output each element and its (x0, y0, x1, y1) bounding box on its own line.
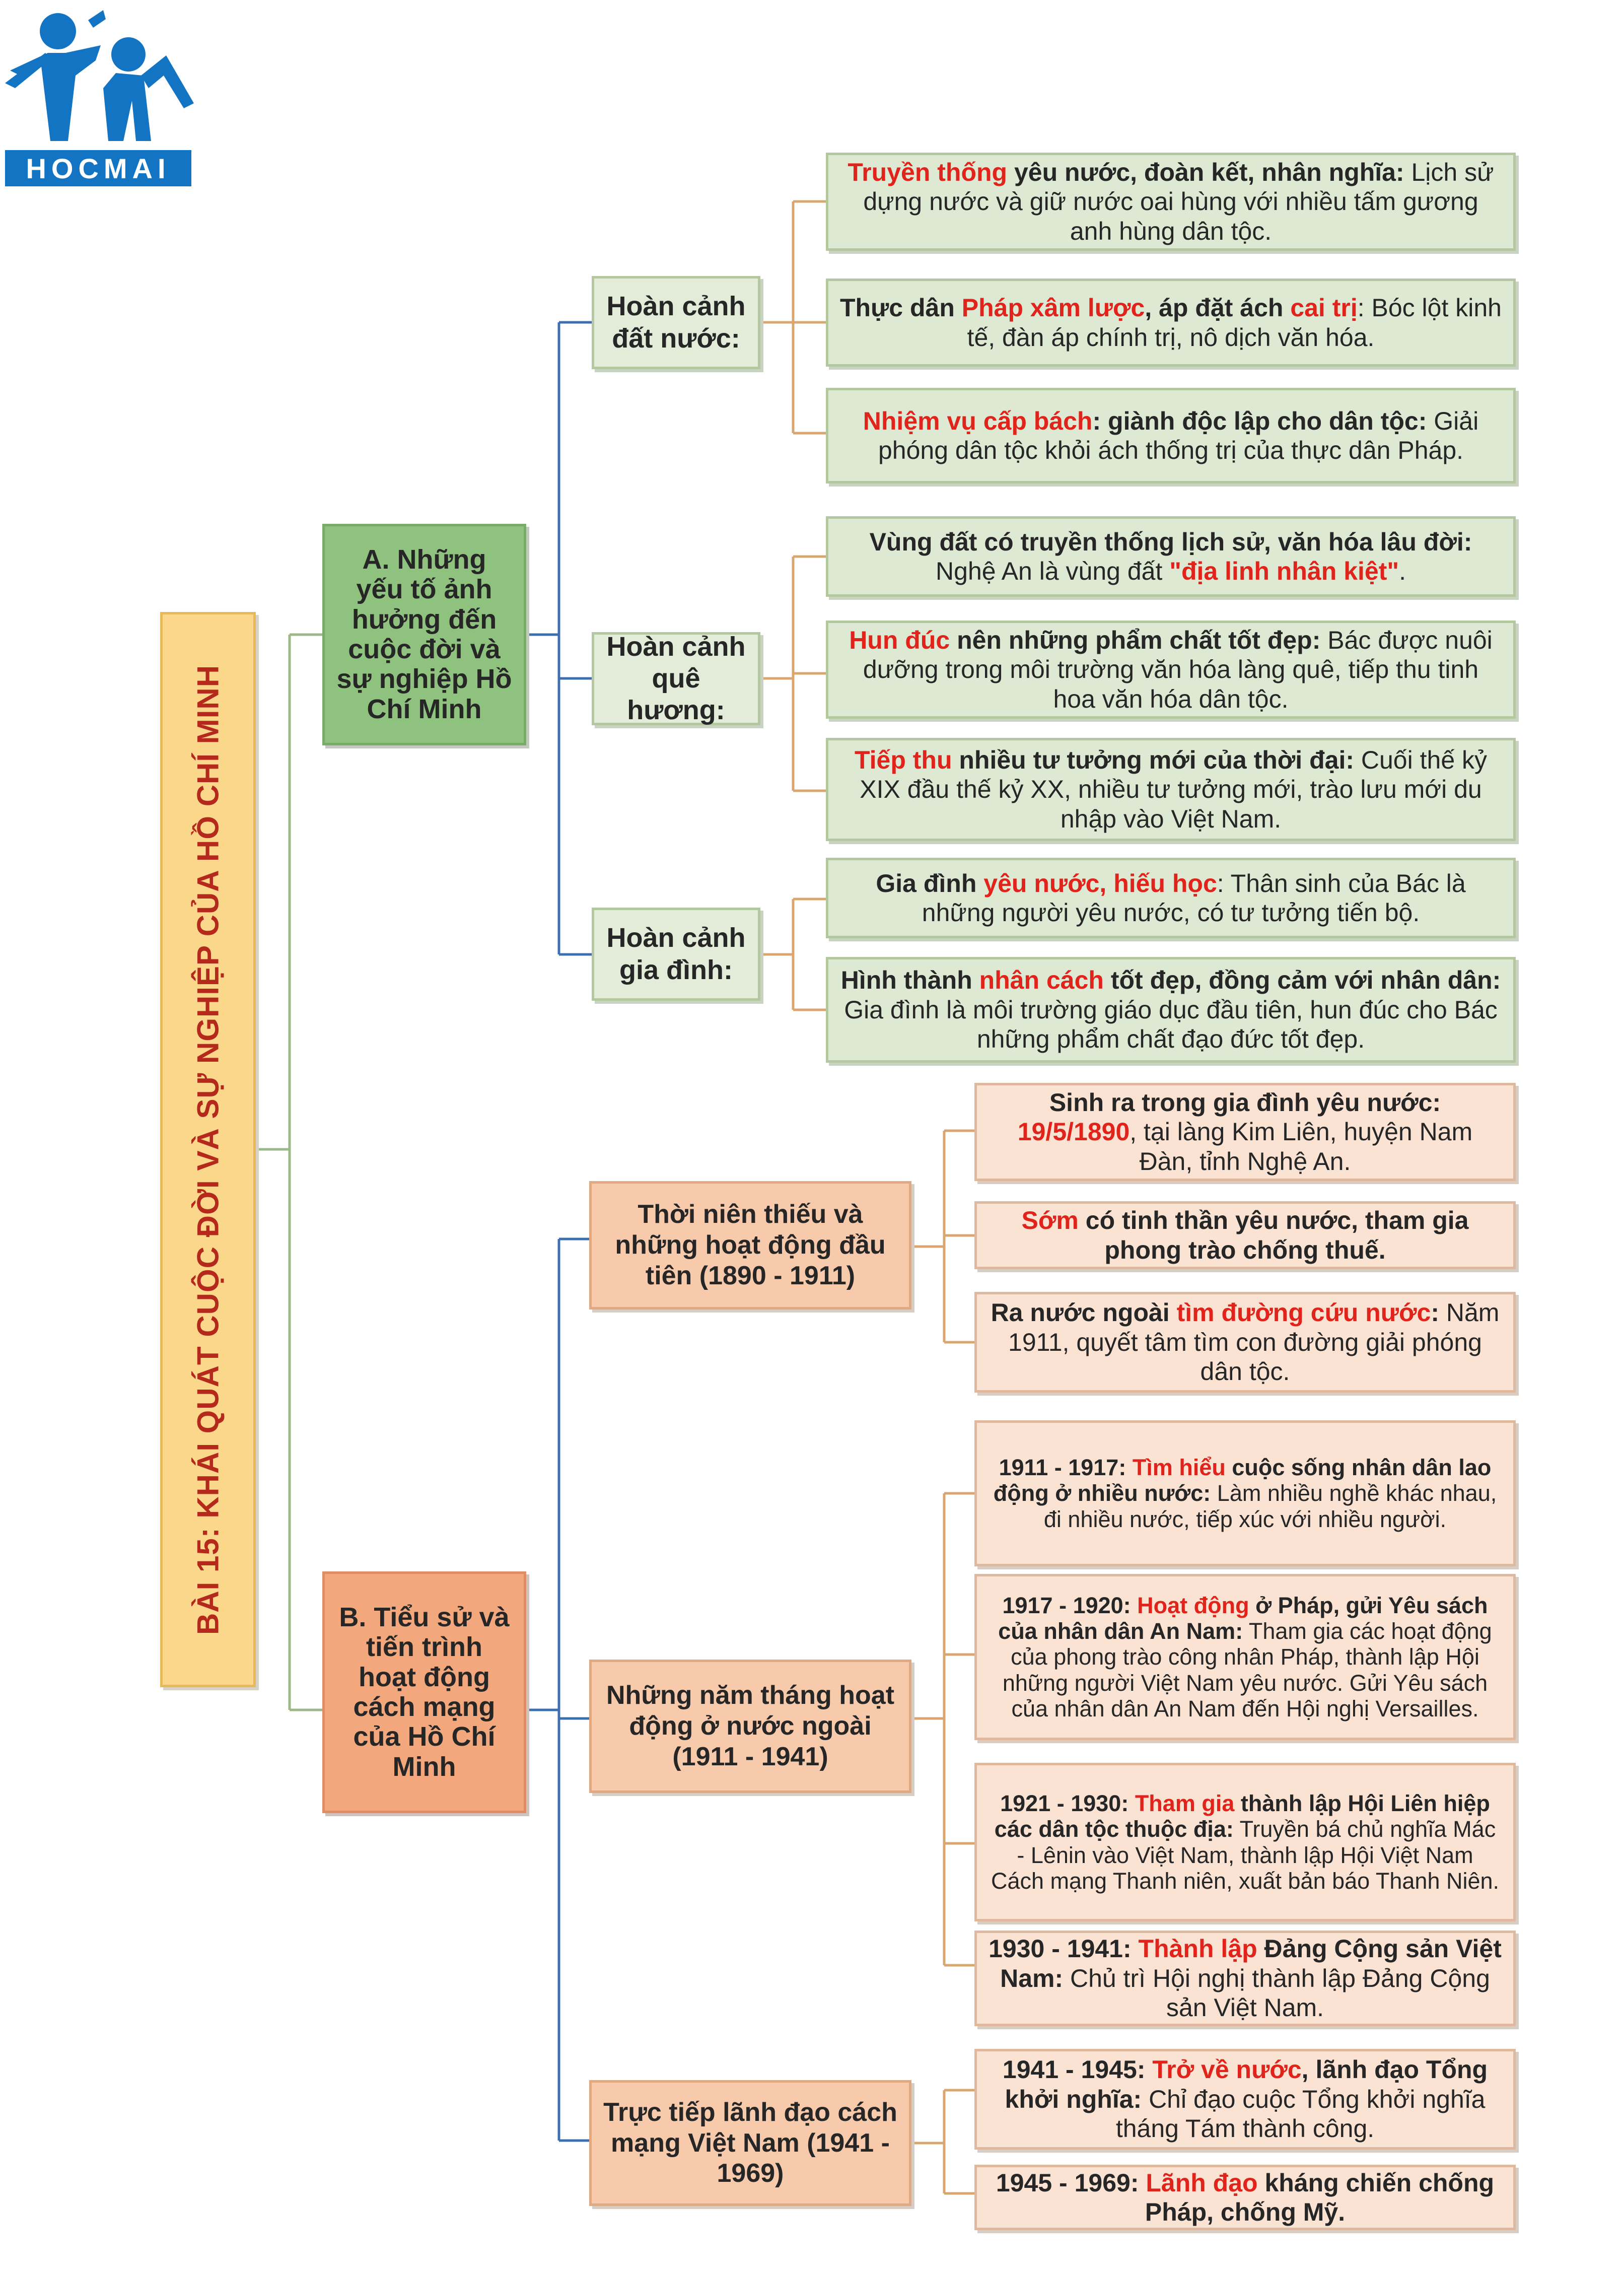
leaf-character (826, 957, 1516, 1063)
logo-figures-icon (0, 0, 196, 151)
leaf-heading: thành lập Hội Liên hiệp các dân tộc thuộc địa: (994, 1790, 1490, 1842)
leaf-heading: Hình thành (840, 966, 979, 995)
leaf-heading: : giành độc lập cho dân tộc: (1092, 406, 1427, 435)
leaf-text: Gia đình là môi trường giáo dục đầu tiên, hun đúc cho Bác những phẩm chất đạo đức tốt đẹp. (844, 995, 1498, 1054)
leaf-heading: ở Pháp, gửi Yêu sách của nhân dân An Nam: (998, 1592, 1488, 1644)
leaf-text: Chỉ đạo cuộc Tổng khởi nghĩa tháng Tám thành công. (1115, 2085, 1486, 2143)
leaf-colonial (826, 279, 1516, 367)
leaf-text: Truyền bá chủ nghĩa Mác - Lênin vào Việt Nam, thành lập Hội Việt Nam Cách mạng Thanh niên, xuất bản báo Thanh Niên. (991, 1816, 1500, 1894)
leaf-text: Bác được nuôi dưỡng trong môi trường văn hóa làng quê, tiếp thu tinh hoa văn hóa dân tộc. (863, 626, 1493, 713)
a-group-country-label: Hoàn cảnh đất nước: (606, 291, 746, 354)
leaf-highlight: 19/5/1890 (1017, 1118, 1130, 1146)
section-a-node (322, 524, 526, 745)
hocmai-logo (0, 0, 196, 191)
leaf-tradition (826, 153, 1516, 251)
leaf-heading: yêu nước, đoàn kết, nhân nghĩa: (1007, 158, 1404, 186)
leaf-highlight: Tham gia (1135, 1790, 1235, 1816)
leaf-forging (826, 621, 1516, 719)
a-group-hometown-label: Hoàn cảnh quê hương: (606, 631, 746, 726)
leaf-heading: Thực dân (840, 294, 962, 322)
leaf-highlight: Tìm hiểu (1132, 1455, 1226, 1481)
leaf-highlight: Thành lập (1138, 1935, 1257, 1963)
leaf-highlight: Truyền thống (848, 158, 1008, 186)
b-group-abroad (589, 1660, 911, 1793)
a-group-family-label: Hoàn cảnh gia đình: (606, 923, 746, 985)
leaf-urgent-task (826, 388, 1516, 484)
leaf-text: Lịch sử dựng nước và giữ nước oai hùng với nhiều tấm gương anh hùng dân tộc. (863, 158, 1494, 245)
logo-text: HOCMAI (5, 150, 191, 186)
leaf-land (826, 516, 1516, 597)
leaf-1917-1920 (974, 1574, 1516, 1740)
leaf-text: Làm nhiều nghề khác nhau, đi nhiều nước, tiếp xúc với nhiều người. (1043, 1480, 1497, 1532)
leaf-highlight: Nhiệm vụ cấp bách (863, 406, 1093, 435)
leaf-1921-1930 (974, 1763, 1516, 1921)
leaf-text: Cuối thế kỷ XIX đầu thế kỷ XX, nhiều tư tưởng mới, trào lưu mới du nhập vào Việt Nam. (860, 745, 1488, 833)
leaf-text: : Thân sinh của Bác là những người yêu nước, có tư tưởng tiến bộ. (922, 869, 1466, 927)
leaf-heading: 1930 - 1941: (988, 1935, 1139, 1963)
leaf-heading: Gia đình (876, 869, 984, 898)
leaf-heading: 1921 - 1930: (1000, 1790, 1135, 1816)
main-title-bar (160, 612, 256, 1687)
leaf-highlight: Tiếp thu (854, 745, 952, 774)
leaf-heading: 1911 - 1917: (999, 1455, 1133, 1481)
leaf-heading: có tinh thần yêu nước, tham gia phong trào chống thuế. (1078, 1206, 1469, 1264)
leaf-highlight: yêu nước, hiếu học (983, 869, 1217, 898)
leaf-heading: kháng chiến chống Pháp, chống Mỹ. (1145, 2168, 1495, 2226)
leaf-1911-1917 (974, 1420, 1516, 1566)
leaf-early-patriotism (974, 1201, 1516, 1269)
leaf-heading: cuộc sống nhân dân lao động ở nhiều nước: (993, 1455, 1492, 1506)
leaf-heading: nên những phẩm chất tốt đẹp: (950, 626, 1321, 654)
b-group-abroad-label: Những năm tháng hoạt động ở nước ngoài (1911 - 1941) (606, 1681, 895, 1771)
leaf-heading: Đảng Cộng sản Việt Nam: (1000, 1935, 1502, 1992)
leaf-text: Tham gia các hoạt động của phong trào công nhân Pháp, thành lập Hội những người Việt Nam yêu nước. Gửi Yêu sách của nhân dân An Nam đến Hội nghị Versailles. (1002, 1618, 1492, 1721)
b-group-youth-label: Thời niên thiếu và những hoạt động đầu tiên (1890 - 1911) (615, 1200, 886, 1290)
leaf-heading: Vùng đất có truyền thống lịch sử, văn hóa lâu đời: (869, 527, 1472, 556)
leaf-text: Nghệ An là vùng đất (936, 557, 1170, 585)
a-group-hometown (592, 632, 760, 725)
leaf-heading: 1941 - 1945: (1002, 2055, 1153, 2084)
b-group-leadership-label: Trực tiếp lãnh đạo cách mạng Việt Nam (1941 - 1969) (603, 2097, 897, 2188)
section-b-node (322, 1571, 526, 1813)
leaf-highlight: Sớm (1021, 1206, 1079, 1234)
leaf-heading: , áp đặt ách (1145, 294, 1291, 322)
leaf-highlight: Hoạt động (1137, 1592, 1249, 1618)
leaf-highlight: cai trị (1290, 294, 1358, 322)
leaf-1930-1941 (974, 1931, 1516, 2026)
leaf-heading: : (1431, 1298, 1439, 1327)
section-a-label: A. Những yếu tố ảnh hưởng đến cuộc đời và sự nghiệp Hồ Chí Minh (336, 544, 512, 724)
leaf-highlight: nhân cách (979, 966, 1104, 995)
main-title: BÀI 15: KHÁI QUÁT CUỘC ĐỜI VÀ SỰ NGHIỆP CỦA HỒ CHÍ MINH (191, 664, 225, 1635)
leaf-heading: 1945 - 1969: (996, 2168, 1146, 2197)
leaf-going-abroad (974, 1292, 1516, 1393)
leaf-new-ideas (826, 738, 1516, 841)
leaf-family-patriotic (826, 858, 1516, 938)
leaf-highlight: tìm đường cứu nước (1176, 1298, 1431, 1327)
leaf-heading: tốt đẹp, đồng cảm với nhân dân: (1103, 966, 1501, 995)
leaf-highlight: Pháp xâm lược (961, 294, 1145, 322)
leaf-text: Chủ trì Hội nghị thành lập Đảng Cộng sản Việt Nam. (1063, 1964, 1490, 2022)
leaf-birth (974, 1083, 1516, 1181)
leaf-highlight: "địa linh nhân kiệt" (1169, 557, 1399, 585)
b-group-youth (589, 1181, 911, 1310)
leaf-text: Năm 1911, quyết tâm tìm con đường giải phóng dân tộc. (1008, 1298, 1500, 1386)
leaf-1945-1969 (974, 2165, 1516, 2230)
leaf-1941-1945 (974, 2049, 1516, 2150)
leaf-text: Giải phóng dân tộc khỏi ách thống trị của thực dân Pháp. (878, 406, 1479, 464)
a-group-country (592, 276, 760, 369)
leaf-text: , tại làng Kim Liên, huyện Nam Đàn, tỉnh Nghệ An. (1129, 1118, 1473, 1176)
leaf-highlight: Hun đúc (849, 626, 950, 654)
leaf-highlight: Lãnh đạo (1146, 2168, 1258, 2197)
a-group-family (592, 908, 760, 1001)
b-group-leadership (589, 2080, 911, 2206)
leaf-highlight: Trở về nước (1152, 2055, 1302, 2084)
leaf-heading: Sinh ra trong gia đình yêu nước: (1049, 1088, 1441, 1117)
leaf-text: . (1399, 557, 1406, 585)
leaf-heading: , lãnh đạo Tổng khởi nghĩa: (1005, 2055, 1488, 2113)
leaf-heading: 1917 - 1920: (1002, 1592, 1138, 1618)
leaf-heading: Ra nước ngoài (991, 1298, 1177, 1327)
leaf-heading: nhiều tư tưởng mới của thời đại: (952, 745, 1354, 774)
section-b-label: B. Tiểu sử và tiến trình hoạt động cách mạng của Hồ Chí Minh (339, 1602, 510, 1782)
leaf-text: : Bóc lột kinh tế, đàn áp chính trị, nô dịch văn hóa. (967, 294, 1502, 352)
